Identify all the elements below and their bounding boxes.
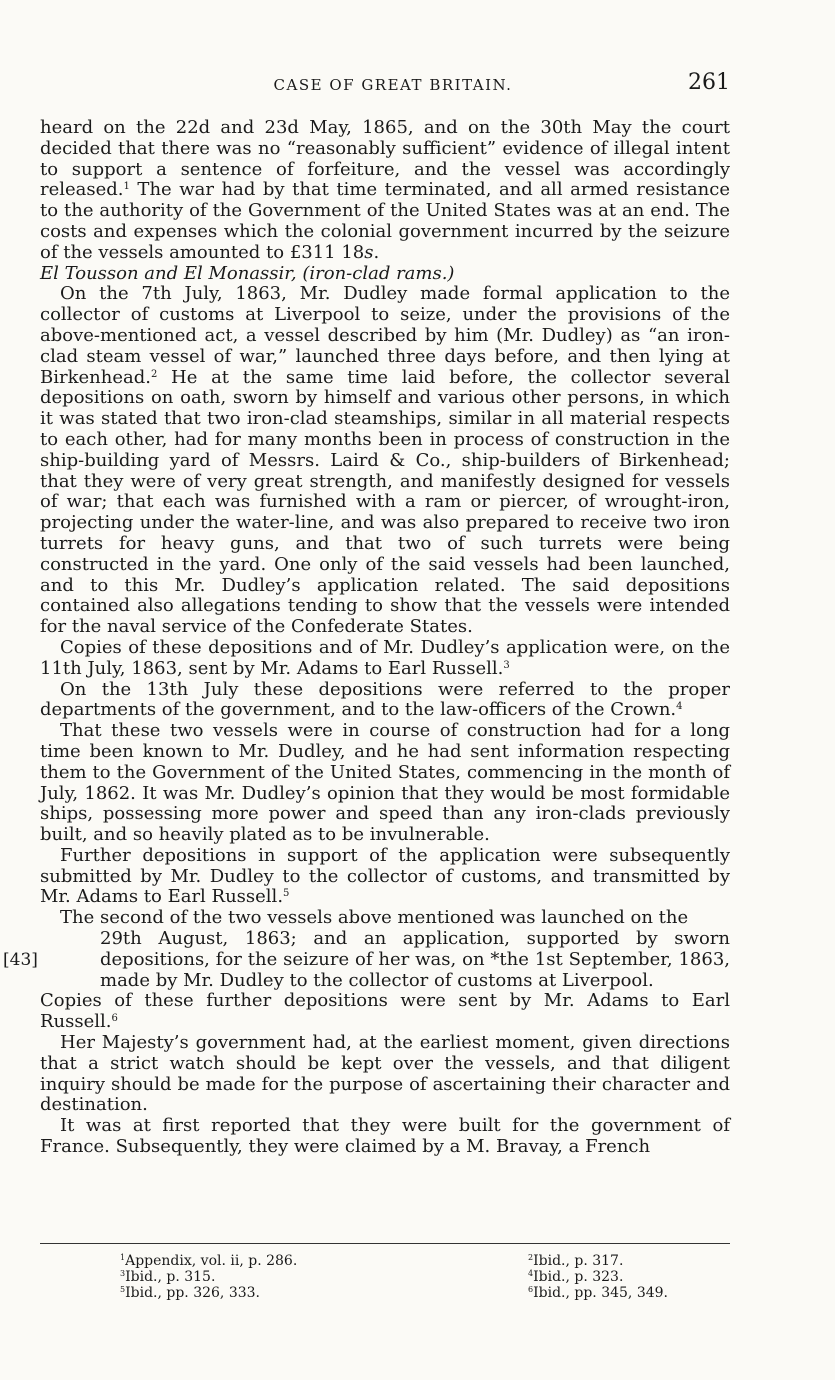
paragraph [40, 1116, 730, 1158]
paragraph-text: 29th August, 1863; and an application, supported by sworn depositions, for the seizure of her was, on *the 1st September, 1863, made by Mr. Dudley to the collector of customs at Liverpool. [100, 928, 730, 991]
footnote-text: Ibid., p. 323. [533, 1269, 624, 1285]
paragraph-text: It was at first reported that they were built for the government of France. Subsequently, they were claimed by a M. Bravay, a French [40, 1115, 730, 1158]
paragraph-text: He at the same time laid before, the collector several depositions on oath, sworn by himself and various other persons, in which it was stated that two iron-clad steamships, similar in all material respects to each other, had for many months been in process of construction in the ship-building yard of Messrs. Laird & Co., ship-builders of Birkenhead; that they were of very great strength, and manifestly designed for vessels of war; that each was furnished with a ram or piercer, of wrought-iron, projecting under the water-line, and was also prepared to receive two iron turrets for heavy guns, and that two of such turrets were being constructed in the yard. One only of the said vessels had been launched, and to this Mr. Dudley’s application related. The said depositions contained also allegations tending to show that the vessels were intended for the naval service of the Confederate States. [40, 366, 730, 638]
footnote-text: Ibid., pp. 345, 349. [533, 1285, 668, 1301]
footnote-mark: 1 [123, 181, 130, 193]
page-number: 261 [688, 70, 730, 95]
paragraph-tail [40, 991, 730, 1033]
paragraph [40, 118, 730, 264]
footnote-mark: 4 [528, 1269, 534, 1278]
margin-page-reference: [43] [3, 949, 38, 970]
footnote-mark: 5 [283, 888, 290, 900]
paragraph-first-line [40, 908, 730, 929]
paragraph-text: Her Majesty’s government had, at the earliest moment, given directions that a strict watch should be kept over the vessels, and that diligent inquiry should be made for the purpose of ascertaining their character and destination. [40, 1032, 730, 1116]
footnote [528, 1253, 623, 1269]
footnote-mark: 4 [676, 701, 683, 713]
paragraph-with-margin-ref [3, 907, 730, 1033]
footnote-mark: 1 [120, 1253, 126, 1262]
paragraph-text: Further depositions in support of the application were subsequently submitted by Mr. Dudley to the collector of customs, and transmitted by Mr. Adams to Earl Russell. [40, 844, 730, 908]
footnote-mark: 6 [528, 1285, 534, 1294]
paragraph-text: Copies of these depositions and of Mr. Dudley’s application were, on the 11th July, 1863, sent by Mr. Adams to Earl Russell. [40, 636, 730, 679]
paragraph-text: On the 13th July these depositions were referred to the proper departments of the government, and to the law-officers of the Crown. [40, 678, 730, 721]
indented-block [40, 929, 730, 991]
footnote [120, 1253, 297, 1269]
running-head [40, 70, 730, 100]
section-heading: El Tousson and El Monassir, (iron-clad rams.) [40, 262, 455, 284]
running-title: CASE OF GREAT BRITAIN. [273, 76, 513, 94]
punctuation: . [373, 241, 380, 263]
paragraph [40, 721, 730, 846]
footnote [528, 1285, 668, 1301]
paragraph [40, 1033, 730, 1116]
footnote-mark: 5 [120, 1285, 126, 1294]
footnote-text: Appendix, vol. ii, p. 286. [125, 1253, 298, 1269]
paragraph-text: That these two vessels were in course of construction had for a long time been known to Mr. Dudley, and he had sent information respecting them to the Government of the United States, commencing in the month of July, 1862. It was Mr. Dudley’s opinion that they would be most formidable ships, possessing more power and speed than any iron-clads previously built, and so heavily plated as to be invulnerable. [40, 720, 730, 846]
footnote-text: Ibid., pp. 326, 333. [125, 1285, 260, 1301]
footnote-mark: 2 [150, 368, 158, 380]
footnote-mark: 2 [528, 1253, 534, 1262]
footnote-mark: 3 [120, 1269, 126, 1278]
footnote [528, 1269, 623, 1285]
paragraph [40, 284, 730, 638]
paragraph-text: Copies of these further depositions were sent by Mr. Adams to Earl Russell. [40, 990, 730, 1033]
footnote-mark: 6 [111, 1013, 118, 1025]
paragraph [40, 638, 730, 680]
footnote-divider [40, 1243, 730, 1244]
paragraph-text: On the 7th July, 1863, Mr. Dudley made formal application to the collector of customs at Liverpool to seize, under the provisions of the above-mentioned act, a vessel described by him (Mr. Dudley) as “an iron-clad steam vessel of war,” launched three days before, and then lying at Birkenhead. [40, 283, 730, 388]
paragraph-text: heard on the 22d and 23d May, 1865, and on the 30th May the court decided that there was no “reasonably sufficient” evidence of illegal intent to support a sentence of forfeiture, and the vessel was accordingly released. [40, 117, 730, 201]
footnote-text: Ibid., p. 317. [533, 1253, 624, 1269]
currency-unit: s [364, 241, 374, 263]
footnote-text: Ibid., p. 315. [125, 1269, 216, 1285]
paragraph [40, 680, 730, 722]
body-text [3, 117, 730, 1158]
footnote [120, 1285, 260, 1301]
footnote-mark: 3 [503, 659, 510, 671]
footnote [120, 1269, 215, 1285]
paragraph-text: The war had by that time terminated, and all armed resistance to the authority of the Government of the United States was at an end. The costs and expenses which the colonial government incurred by the seizure of the vessels amounted to £311 18 [40, 179, 730, 263]
paragraph-text: The second of the two vessels above mentioned was launched on the [60, 907, 689, 929]
paragraph [40, 846, 730, 908]
